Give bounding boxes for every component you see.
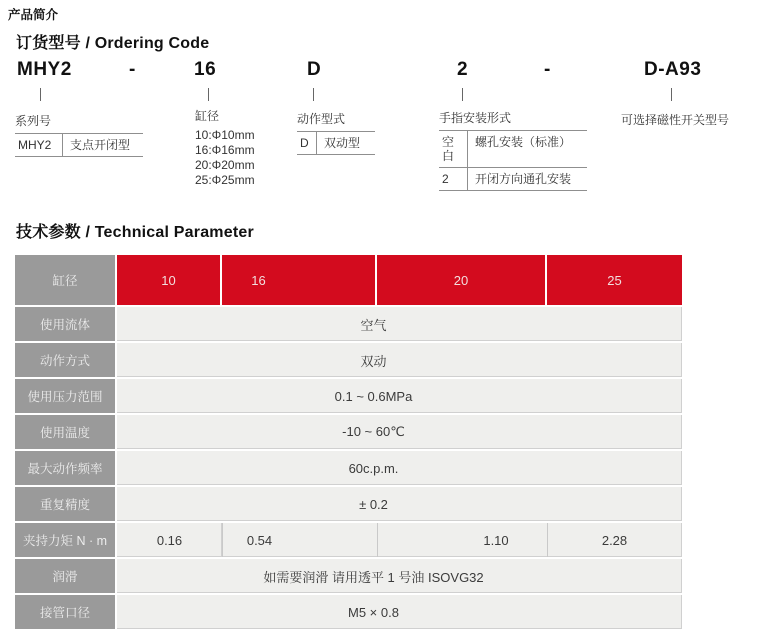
mounting-desc: 开闭方向通孔安装 [475, 172, 572, 186]
row-value: 0.1 ~ 0.6MPa [117, 379, 682, 415]
technical-parameter-heading: 技术参数 / Technical Parameter [16, 224, 254, 241]
table-row [15, 595, 682, 631]
mounting-row [439, 168, 587, 191]
mounting-code: 空白 [439, 131, 468, 167]
bore-option: 16:Φ16mm [195, 143, 255, 157]
table-row [15, 487, 682, 523]
bore-legend [195, 109, 255, 188]
tick-switch [671, 88, 672, 101]
series-label: 系列号 [15, 114, 52, 128]
table-row [15, 415, 682, 451]
header-bore-25: 25 [547, 255, 682, 307]
row-value: -10 ~ 60℃ [117, 415, 682, 451]
mounting-label: 手指安装形式 [439, 111, 512, 125]
row-value: 双动 [117, 343, 682, 379]
code-part-bore: 16 [194, 59, 217, 80]
row-label: 重复精度 [15, 487, 117, 523]
header-bore-20: 20 [377, 255, 547, 307]
bore-label: 缸径 [195, 109, 220, 123]
row-value: 如需要润滑 请用透平 1 号油 ISOVG32 [117, 559, 682, 595]
row-value: M5 × 0.8 [117, 595, 682, 631]
tick-series [40, 88, 41, 101]
row-label: 最大动作频率 [15, 451, 117, 487]
series-code: MHY2 [15, 134, 63, 156]
series-row [15, 134, 143, 157]
action-label: 动作型式 [297, 112, 346, 126]
table-row [15, 559, 682, 595]
code-part-mounting: 2 [457, 59, 469, 80]
row-label: 接管口径 [15, 595, 117, 631]
row-label: 润滑 [15, 559, 117, 595]
code-dash-1: - [129, 59, 136, 80]
series-legend [15, 114, 143, 157]
row-value: 60c.p.m. [117, 451, 682, 487]
row-label: 使用温度 [15, 415, 117, 451]
action-desc: 双动型 [324, 136, 361, 150]
tick-action [313, 88, 314, 101]
bore-option: 20:Φ20mm [195, 158, 255, 172]
clamping-value-25: 2.28 [547, 523, 682, 559]
row-label: 使用压力范围 [15, 379, 117, 415]
clamping-value-20: 1.10 [377, 523, 547, 559]
table-row [15, 451, 682, 487]
action-code: D [297, 132, 317, 154]
mounting-row [439, 131, 587, 168]
table-row [15, 343, 682, 379]
row-value: ± 0.2 [117, 487, 682, 523]
tick-bore [208, 88, 209, 101]
code-part-series: MHY2 [17, 59, 72, 80]
page-section-label: 产品简介 [8, 8, 59, 22]
row-value: 空气 [117, 307, 682, 343]
code-part-switch: D-A93 [644, 59, 702, 80]
clamping-value-10: 0.16 [117, 523, 222, 559]
header-bore-16: 16 [222, 255, 377, 307]
row-label: 使用流体 [15, 307, 117, 343]
mounting-code: 2 [439, 168, 468, 190]
bore-option: 25:Φ25mm [195, 173, 255, 187]
tick-mounting [462, 88, 463, 101]
bore-option: 10:Φ10mm [195, 128, 255, 142]
action-row [297, 132, 375, 155]
ordering-code-heading: 订货型号 / Ordering Code [16, 35, 210, 52]
switch-note: 可选择磁性开关型号 [621, 113, 730, 127]
table-header-row [15, 255, 682, 307]
code-part-action: D [307, 59, 322, 80]
code-dash-2: - [544, 59, 551, 80]
table-row [15, 379, 682, 415]
table-row-clamping-moment [15, 523, 682, 559]
technical-parameter-table [15, 255, 682, 631]
mounting-desc: 螺孔安装（标准） [475, 135, 572, 149]
row-label: 动作方式 [15, 343, 117, 379]
header-bore-10: 10 [117, 255, 222, 307]
clamping-value-16: 0.54 [222, 523, 377, 559]
row-label: 夹持力矩 N · m [15, 523, 117, 559]
table-row [15, 307, 682, 343]
series-desc: 支点开闭型 [70, 138, 131, 152]
mounting-legend [439, 111, 587, 191]
action-legend [297, 112, 375, 155]
header-bore-label: 缸径 [15, 255, 117, 307]
